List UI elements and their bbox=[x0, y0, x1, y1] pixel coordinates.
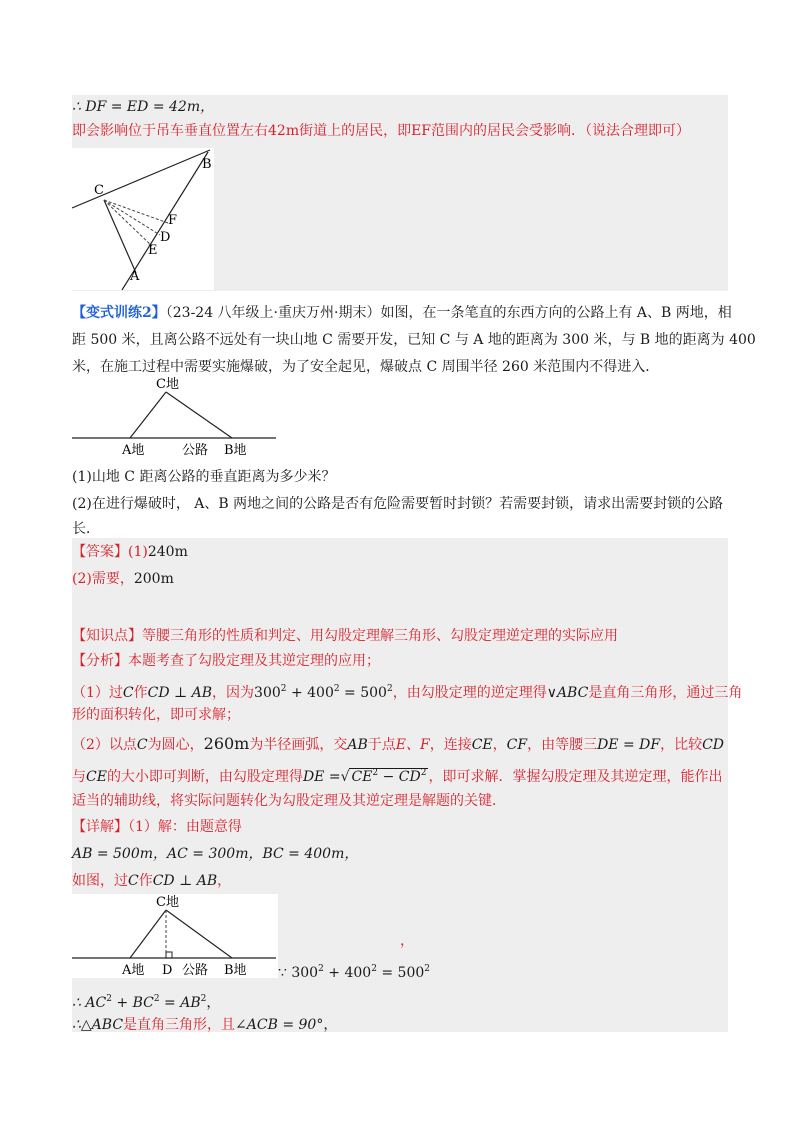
fig2-road-label: 公路 bbox=[182, 443, 209, 456]
problem-line-3: 米，在施工过程中需要实施爆破，为了安全起见，爆破点 C 周围半径 260 米范围内不得进入． bbox=[72, 359, 660, 375]
fig3-b-label: B地 bbox=[224, 963, 247, 978]
fig2-c-label: C地 bbox=[156, 377, 179, 392]
problem-line-1: 【变式训练2】（23-24 八年级上·重庆万州·期末）如图，在一条笔直的东西方向的公路上有 A、B 两地，相 bbox=[72, 305, 732, 321]
detail-line-3: 如图，过C作CD ⊥ AB， bbox=[72, 873, 232, 889]
fig3-d-label: D bbox=[162, 963, 173, 978]
question-2-line-1: (2)在进行爆破时， A、B 两地之间的公路是否有危险需要暂时封锁？若需要封锁，请求出需要封锁的公路 bbox=[72, 496, 724, 512]
fig1-label-f: F bbox=[168, 213, 178, 228]
answer-line-1: 【答案】(1)240m bbox=[72, 544, 188, 560]
question-2-line-2: 长． bbox=[72, 521, 100, 537]
analysis-p2-line-3: 适当的辅助线，将实际问题转化为勾股定理及其逆定理是解题的关键． bbox=[72, 793, 506, 809]
analysis-p2-line-2: 与CE的大小即可判断，由勾股定理得DE =√ $CE^2 - CD^2$ ，即可求解．掌握勾股定理及其逆定理，能作出 bbox=[72, 768, 723, 785]
analysis-p1-line-2: 形的面积转化，即可求解； bbox=[72, 707, 240, 723]
detail-right-triangle: ∴△ABC是直角三角形，且∠ACB = 90°， bbox=[72, 1017, 338, 1033]
detail-therefore-line: ∴ $AC^2 + BC^2 = AB^2$， bbox=[72, 994, 221, 1011]
answer-line-2: (2)需要，200m bbox=[72, 571, 174, 587]
fig1-label-d: D bbox=[160, 230, 171, 245]
document-page bbox=[72, 0, 756, 1132]
conclusion-text: 即会影响位于吊车垂直位置左右42m街道上的居民，即EF范围内的居民会受影响．（说法合理即可） bbox=[72, 123, 691, 139]
question-1: (1)山地 C 距离公路的垂直距离为多少米？ bbox=[72, 469, 336, 485]
detail-line-1: 【详解】（1）解：由题意得 bbox=[72, 819, 242, 835]
fig3-road-label: 公路 bbox=[182, 963, 209, 978]
fig1-label-c: C bbox=[94, 183, 104, 198]
fig2-a-label: A地 bbox=[122, 443, 145, 456]
figure-crane-triangle bbox=[72, 148, 214, 290]
detail-sum-squares: ∵ $300^2 + 400^2 = 500^2$ bbox=[278, 964, 431, 981]
figure-road-triangle-with-altitude bbox=[72, 894, 278, 978]
variant-tag: 【变式训练2】 bbox=[72, 305, 166, 321]
fig2-b-label: B地 bbox=[224, 443, 247, 456]
analysis-p2-line-1: （2）以点C为圆心，260m为半径画弧，交AB于点E、F，连接CE，CF，由等腰三DE = DF，比较CD bbox=[72, 734, 725, 753]
fig3-c-label: C地 bbox=[156, 895, 179, 910]
fig1-label-e: E bbox=[148, 243, 158, 258]
knowledge-line: 【知识点】等腰三角形的性质和判定、用勾股定理解三角形、勾股定理逆定理的实际应用 bbox=[72, 628, 618, 644]
analysis-p1-line-1: （1）过C作CD ⊥ AB，因为$300^2 + 400^2 = 500^2$，由勾股定理的逆定理得∨ABC是直角三角形，通过三角 bbox=[72, 684, 743, 701]
problem-line-2: 距 500 米，且离公路不远处有一块山地 C 需要开发，已知 C 与 A 地的距离为 300 米，与 B 地的距离为 400 bbox=[72, 332, 756, 348]
fig1-label-a: A bbox=[130, 269, 140, 284]
analysis-intro: 【分析】本题考查了勾股定理及其逆定理的应用； bbox=[72, 653, 380, 669]
fig1-label-b: B bbox=[202, 157, 212, 172]
equation-line: ∴ DF = ED = 42m， bbox=[72, 99, 215, 115]
fig3-a-label: A地 bbox=[122, 963, 145, 978]
figure-road-triangle bbox=[72, 376, 282, 456]
detail-line-2: AB = 500m，AC = 300m，BC = 400m， bbox=[72, 846, 359, 862]
stray-comma: ， bbox=[400, 933, 414, 949]
